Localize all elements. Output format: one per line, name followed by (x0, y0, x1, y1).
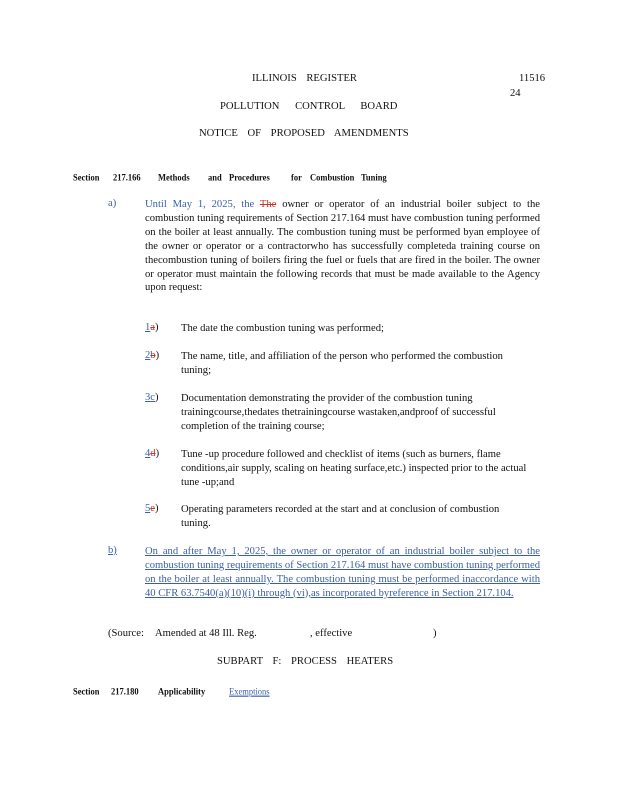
list-item: The date the combustion tuning was performed; (181, 323, 384, 334)
section-number: 217.166 (113, 171, 141, 183)
section-title: Applicability (158, 685, 206, 697)
page-number: 11516 (519, 73, 546, 84)
board-title: POLLUTION CONTROL BOARD (220, 101, 398, 112)
item-number: 2b) (145, 350, 160, 361)
item-number: 1a) (145, 322, 159, 333)
section-title-word: for (291, 171, 302, 183)
list-item: Tune -up procedure followed and checklist of items (such as burners, flame conditions,air supply, scaling on heating surface,etc.) inspected prior to the actual tune -up;and (181, 449, 527, 488)
list-item: Operating parameters recorded at the start and at conclusion of combustion tuning. (181, 504, 500, 529)
section-title-word: Methods (158, 171, 190, 183)
register-title: ILLINOIS REGISTER (252, 73, 357, 84)
item-number: 4d) (145, 448, 160, 459)
inserted-text: Until May 1, 2025, the (145, 199, 255, 210)
section-label: Section (73, 171, 100, 183)
section-label: Section (73, 685, 100, 697)
issue-number: 24 (510, 88, 521, 99)
source-close: ) (433, 628, 437, 639)
paragraph-label-a: a) (108, 198, 117, 209)
item-number: 3c) (145, 392, 159, 403)
item-number: 5e) (145, 503, 159, 514)
paragraph-a (145, 198, 540, 295)
paragraph-a-text: owner or operator of an industrial boiler subject to the combustion tuning requirements of Section 217.164 must have combustion tuning performed on the boiler at least annually. The combustion tuning must be performed byan employee of the owner or operator or a contractorwho has successfully completeda training course on thecombustion tuning of boilers firing the fuel or fuels that are fired in the boiler. The owner or operator must maintain the following records that must be made available to the Agency upon request: (145, 199, 540, 294)
section-title-word: and (208, 171, 222, 183)
section-number: 217.180 (111, 685, 139, 697)
paragraph-b: On and after May 1, 2025, the owner or operator of an industrial boiler subject to the combustion tuning requirements of Section 217.164 must have combustion tuning performed on the boiler at least annually. The combustion tuning must be performed inaccordance with 40 CFR 63.7540(a)(10)(i) through (vi),as incorporated byreference in Section 217.104. (145, 546, 540, 599)
list-item: Documentation demonstrating the provider of the combustion tuning trainingcourse,thedates thetrainingcourse wastaken,andproof of successful completion of the training course; (181, 393, 496, 432)
deleted-text: The (259, 199, 277, 210)
list-item: The name, title, and affiliation of the person who performed the combustion tuning; (181, 351, 503, 376)
source-prefix: (Source: (108, 628, 144, 639)
section-title-word: Combustion (310, 171, 355, 183)
paragraph-label-b: b) (108, 545, 117, 556)
source-amended: Amended at 48 Ill. Reg. (155, 628, 257, 639)
notice-title: NOTICE OF PROPOSED AMENDMENTS (199, 128, 409, 139)
section-title-word: Procedures (229, 171, 270, 183)
inserted-section-title: Exemptions (229, 685, 270, 697)
source-effective: , effective (310, 628, 353, 639)
section-title-word: Tuning (361, 171, 387, 183)
subpart-title: SUBPART F: PROCESS HEATERS (217, 656, 394, 667)
